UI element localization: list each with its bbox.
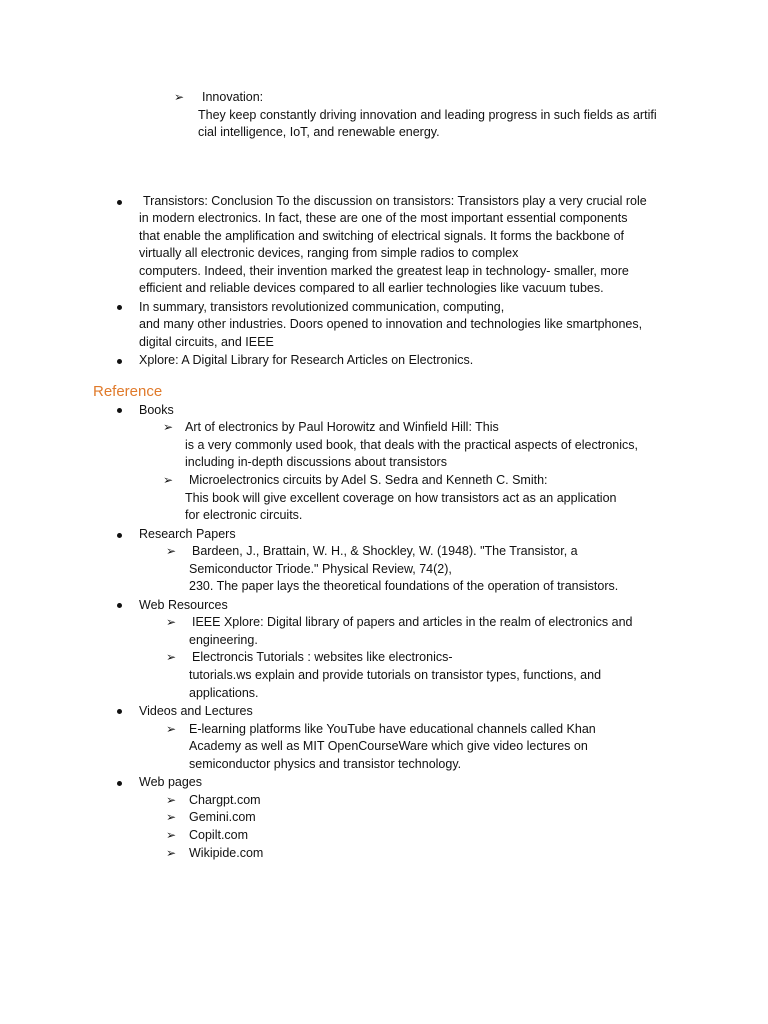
web-page-item: Wikipide.com — [189, 846, 264, 860]
summary-line: and many other industries. Doors opened to innovation and technologies like smartphones, — [139, 317, 643, 331]
video-line: E-learning platforms like YouTube have educational channels called Khan — [189, 722, 596, 736]
arrow-bullet-icon: ➢ — [166, 650, 177, 664]
summary-line: In summary, transistors revolutionized communication, computing, — [139, 300, 505, 314]
innovation-title: Innovation: — [202, 90, 264, 104]
web-page-item: Chargpt.com — [189, 793, 261, 807]
conclusion-line: computers. Indeed, their invention marked the greatest leap in technology- smaller, more — [139, 264, 629, 278]
arrow-bullet-icon: ➢ — [166, 828, 177, 842]
web-resource-line: tutorials.ws explain and provide tutorials on transistor types, functions, and — [189, 668, 602, 682]
reference-heading: Reference — [93, 383, 163, 400]
arrow-bullet-icon: ➢ — [166, 793, 177, 807]
book-line: Microelectronics circuits by Adel S. Sedra and Kenneth C. Smith: — [189, 473, 548, 487]
book-line: This book will give excellent coverage on how transistors act as an application — [185, 491, 617, 505]
conclusion-line: that enable the amplification and switching of electrical signals. It forms the backbone of — [139, 229, 624, 243]
arrow-bullet-icon: ➢ — [163, 420, 174, 434]
conclusion-line: efficient and reliable devices compared to all earlier technologies like vacuum tubes. — [139, 281, 604, 295]
web-resources-label: Web Resources — [139, 598, 228, 612]
arrow-bullet-icon: ➢ — [163, 473, 174, 487]
video-line: semiconductor physics and transistor technology. — [189, 757, 462, 771]
web-page-item: Gemini.com — [189, 810, 256, 824]
bullet-dot-icon — [117, 709, 122, 714]
web-pages-label: Web pages — [139, 775, 203, 789]
book-line: is a very commonly used book, that deals with the practical aspects of electronics, — [185, 438, 638, 452]
videos-label: Videos and Lectures — [139, 704, 253, 718]
book-line: Art of electronics by Paul Horowitz and Winfield Hill: This — [185, 420, 499, 434]
web-resource-line: engineering. — [189, 633, 258, 647]
web-page-item: Copilt.com — [189, 828, 249, 842]
video-line: Academy as well as MIT OpenCourseWare which give video lectures on — [189, 739, 588, 753]
bullet-dot-icon — [117, 603, 122, 608]
bullet-dot-icon — [117, 533, 122, 538]
innovation-text-line: They keep constantly driving innovation and leading progress in such fields as artifi — [198, 108, 657, 122]
arrow-bullet-icon: ➢ — [166, 722, 177, 736]
bullet-dot-icon — [117, 408, 122, 413]
bullet-dot-icon — [117, 781, 122, 786]
bullet-dot-icon — [117, 200, 122, 205]
conclusion-line: in modern electronics. In fact, these are one of the most important essential components — [139, 211, 628, 225]
summary-line: digital circuits, and IEEE — [139, 335, 274, 349]
books-label: Books — [139, 403, 174, 417]
paper-line: Bardeen, J., Brattain, W. H., & Shockley, W. (1948). "The Transistor, a — [192, 544, 578, 558]
book-line: including in-depth discussions about transistors — [185, 455, 447, 469]
conclusion-line: virtually all electronic devices, ranging from simple radios to complex — [139, 246, 519, 260]
xplore-line: Xplore: A Digital Library for Research Articles on Electronics. — [139, 353, 474, 367]
innovation-text-line: cial intelligence, IoT, and renewable energy. — [198, 125, 440, 139]
arrow-bullet-icon: ➢ — [166, 810, 177, 824]
paper-line: 230. The paper lays the theoretical foundations of the operation of transistors. — [189, 579, 619, 593]
web-resource-line: Electroncis Tutorials : websites like electronics- — [192, 650, 453, 664]
conclusion-line: Transistors: Conclusion To the discussion on transistors: Transistors play a very crucial role — [143, 194, 647, 208]
web-resource-line: applications. — [189, 686, 259, 700]
bullet-dot-icon — [117, 359, 122, 364]
arrow-bullet-icon: ➢ — [166, 615, 177, 629]
book-line: for electronic circuits. — [185, 508, 303, 522]
arrow-bullet-icon: ➢ — [166, 846, 177, 860]
arrow-bullet-icon: ➢ — [166, 544, 177, 558]
arrow-bullet-icon: ➢ — [174, 90, 185, 104]
bullet-dot-icon — [117, 305, 122, 310]
web-resource-line: IEEE Xplore: Digital library of papers and articles in the realm of electronics and — [192, 615, 633, 629]
paper-line: Semiconductor Triode." Physical Review, 74(2), — [189, 562, 452, 576]
papers-label: Research Papers — [139, 527, 236, 541]
